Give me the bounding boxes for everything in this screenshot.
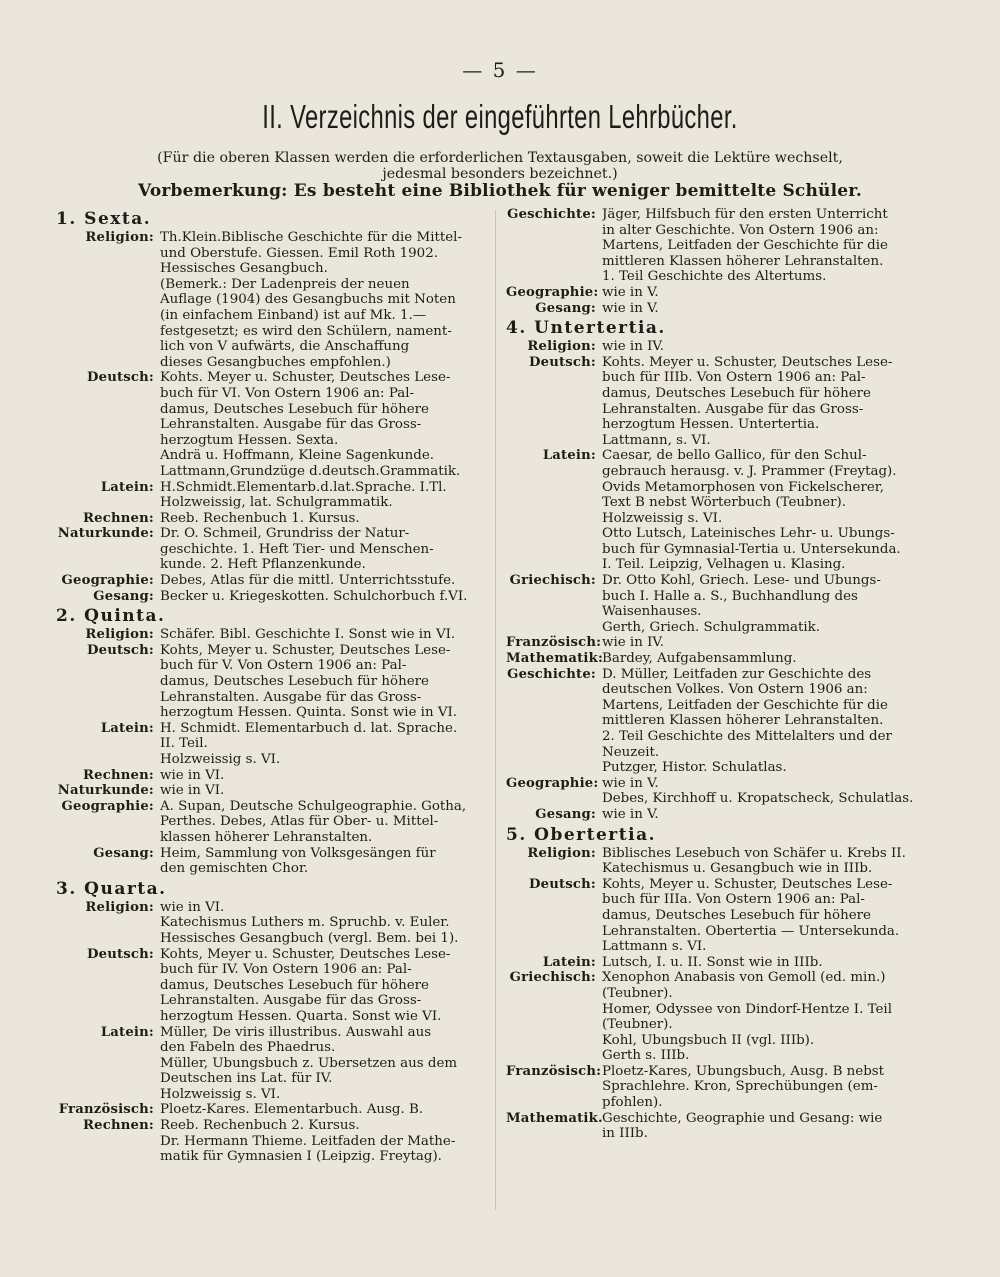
- subject-label: Latein:: [542, 448, 596, 464]
- book-line: klassen höherer Lehranstalten.: [160, 829, 373, 845]
- book-list: [602, 573, 926, 635]
- subject-entry: [506, 301, 926, 317]
- subject-label: Rechnen:: [82, 1118, 154, 1134]
- subject-label: Griechisch:: [509, 970, 596, 986]
- subject-entry: [506, 651, 926, 667]
- book-line: Lehranstalten. Ausgabe für das Gross-: [160, 417, 422, 433]
- book-line: Lutsch, I. u. II. Sonst wie in IIIb.: [602, 954, 823, 970]
- subject-label: Deutsch:: [528, 876, 596, 892]
- subject-label: Französisch:: [506, 1063, 602, 1079]
- subject-entry: [56, 511, 486, 527]
- book-line: Andrä u. Hoffmann, Kleine Sagenkunde.: [160, 448, 435, 464]
- book-line: Waisenhauses.: [602, 604, 702, 620]
- book-line: und Oberstufe. Giessen. Emil Roth 1902.: [160, 245, 438, 261]
- book-line: buch für Gymnasial-Tertia u. Untersekunda.: [602, 541, 901, 557]
- book-line: H. Schmidt. Elementarbuch d. lat. Sprache.: [160, 720, 458, 736]
- book-line: Katechismus u. Gesangbuch wie in IIIb.: [602, 861, 873, 877]
- book-list: [160, 947, 486, 1025]
- book-line: wie in IV.: [602, 635, 664, 651]
- book-line: wie in VI.: [160, 783, 225, 799]
- book-line: buch für V. Von Ostern 1906 an: Pal-: [160, 658, 407, 674]
- subject-entry: [506, 846, 926, 877]
- subject-label: Religion:: [527, 339, 596, 355]
- book-line: Reeb. Rechenbuch 2. Kursus.: [160, 1118, 360, 1134]
- subject-label: Französisch:: [58, 1102, 154, 1118]
- book-line: wie in V.: [602, 806, 659, 822]
- book-line: Sprachlehre. Kron, Sprechübungen (em-: [602, 1079, 878, 1095]
- book-line: in alter Geschichte. Von Ostern 1906 an:: [602, 222, 879, 238]
- subject-entry: [56, 230, 486, 370]
- subject-entry: [56, 526, 486, 573]
- book-line: Lattmann, s. VI.: [602, 432, 711, 448]
- book-line: kunde. 2. Heft Pflanzenkunde.: [160, 557, 366, 573]
- book-line: Text B nebst Wörterbuch (Teubner).: [602, 495, 846, 511]
- title-note: [140, 150, 860, 182]
- book-line: Katechismus Luthers m. Spruchb. v. Euler.: [160, 915, 450, 931]
- book-line: Th.Klein.Biblische Geschichte für die Mittel-: [160, 230, 462, 245]
- book-line: Lehranstalten. Ausgabe für das Gross-: [160, 689, 422, 705]
- subject-entry: [56, 1025, 486, 1103]
- book-list: [160, 1118, 486, 1165]
- subject-label: Religion:: [527, 845, 596, 861]
- subject-entry: [506, 355, 926, 449]
- book-line: buch für IIIa. Von Ostern 1906 an: Pal-: [602, 892, 865, 908]
- subject-entry: [506, 776, 926, 807]
- book-line: herzogtum Hessen. Untertertia.: [602, 417, 820, 433]
- right-column: [506, 207, 926, 1142]
- book-list: [602, 301, 926, 317]
- subject-label: Latein:: [100, 1024, 154, 1040]
- subject-entry: [506, 635, 926, 651]
- book-line: mittleren Klassen höherer Lehranstalten.: [602, 253, 884, 269]
- subject-label: Geschichte:: [507, 666, 596, 682]
- subject-label: Latein:: [100, 720, 154, 736]
- class-heading: 4. Untertertia.: [506, 318, 666, 339]
- subject-label: Gesang:: [93, 588, 154, 604]
- book-line: Deutschen ins Lat. für IV.: [160, 1071, 333, 1087]
- book-list: [602, 955, 926, 971]
- subject-entry: [56, 627, 486, 643]
- subject-entry: [56, 900, 486, 947]
- subject-label: Gesang:: [535, 806, 596, 822]
- class-heading: 3. Quarta.: [56, 878, 167, 899]
- book-line: buch I. Halle a. S., Buchhandlung des: [602, 588, 858, 604]
- book-line: I. Teil. Leipzig, Velhagen u. Klasing.: [602, 557, 846, 573]
- book-line: in IIIb.: [602, 1126, 648, 1142]
- book-line: geschichte. 1. Heft Tier- und Menschen-: [160, 541, 434, 557]
- book-list: [602, 339, 926, 355]
- page-number: — 5 —: [462, 58, 538, 82]
- subject-label: Latein:: [542, 954, 596, 970]
- book-line: damus, Deutsches Lesebuch für höhere: [160, 401, 429, 417]
- book-line: Lehranstalten. Ausgabe für das Gross-: [160, 993, 422, 1009]
- book-line: Jäger, Hilfsbuch für den ersten Unterricht: [602, 207, 888, 222]
- book-list: [160, 1102, 486, 1118]
- book-line: mittleren Klassen höherer Lehranstalten.: [602, 713, 884, 729]
- book-list: [160, 589, 486, 605]
- subject-label: Geographie:: [61, 573, 154, 589]
- book-line: Dr. Otto Kohl, Griech. Lese- und Übungs-: [602, 573, 881, 589]
- book-line: Müller, Übungsbuch z. Übersetzen aus dem: [160, 1055, 458, 1071]
- book-line: den Fabeln des Phaedrus.: [160, 1040, 336, 1056]
- book-list: [602, 877, 926, 955]
- book-list: [160, 900, 486, 947]
- book-line: pfohlen).: [602, 1095, 663, 1111]
- subject-entry: [56, 573, 486, 589]
- book-line: Hessisches Gesangbuch (vergl. Bem. bei 1).: [160, 930, 459, 946]
- subject-label: Geographie:: [506, 284, 599, 300]
- subject-label: Geographie:: [506, 775, 599, 791]
- book-line: Schäfer. Bibl. Geschichte I. Sonst wie in VI.: [160, 627, 456, 643]
- book-line: Holzweissig s. VI.: [602, 510, 723, 526]
- book-line: Putzger, Histor. Schulatlas.: [602, 760, 787, 776]
- book-line: Kohts, Meyer u. Schuster, Deutsches Lese-: [160, 642, 451, 658]
- book-line: A. Supan, Deutsche Schulgeographie. Gotha,: [160, 798, 467, 814]
- subject-entry: [506, 807, 926, 823]
- book-list: [160, 1025, 486, 1103]
- subject-entry: [56, 799, 486, 846]
- book-line: D. Müller, Leitfaden zur Geschichte des: [602, 666, 872, 682]
- subject-label: Deutsch:: [86, 642, 154, 658]
- book-list: [602, 651, 926, 667]
- book-list: [602, 448, 926, 573]
- book-list: [160, 370, 486, 479]
- book-list: [160, 799, 486, 846]
- book-line: Debes, Atlas für die mittl. Unterrichtsstufe.: [160, 573, 456, 589]
- book-line: Dr. Hermann Thieme. Leitfaden der Mathe-: [160, 1133, 456, 1149]
- book-line: Gerth, Griech. Schulgrammatik.: [602, 619, 821, 635]
- book-line: Biblisches Lesebuch von Schäfer u. Krebs II.: [602, 845, 906, 861]
- book-list: [160, 846, 486, 877]
- subject-entry: [506, 877, 926, 955]
- book-line: gebrauch herausg. v. J. Prammer (Freytag).: [602, 463, 897, 479]
- book-line: Caesar, de bello Gallico, für den Schul-: [602, 448, 867, 464]
- book-line: Gerth s. IIIb.: [602, 1048, 690, 1064]
- subject-entry: [56, 480, 486, 511]
- book-line: (in einfachem Einband) ist auf Mk. 1.—: [160, 307, 427, 323]
- book-line: 2. Teil Geschichte des Mittelalters und der: [602, 729, 892, 744]
- subject-entry: [56, 947, 486, 1025]
- book-line: Debes, Kirchhoff u. Kropatscheck, Schulatlas.: [602, 791, 914, 807]
- subject-entry: [56, 589, 486, 605]
- subject-entry: [56, 783, 486, 799]
- book-line: Holzweissig, lat. Schulgrammatik.: [160, 495, 393, 511]
- book-line: Holzweissig s. VI.: [160, 1086, 281, 1102]
- book-line: (Teubner).: [602, 1017, 673, 1033]
- left-column: [56, 207, 486, 1165]
- book-list: [160, 783, 486, 799]
- class-heading: 1. Sexta.: [56, 209, 152, 229]
- book-line: Holzweissig s. VI.: [160, 752, 281, 767]
- subject-entry: [506, 207, 926, 285]
- subject-label: Geographie:: [61, 798, 154, 814]
- book-list: [602, 807, 926, 823]
- book-list: [602, 776, 926, 807]
- book-line: den gemischten Chor.: [160, 861, 309, 877]
- subject-entry: [56, 1118, 486, 1165]
- subject-entry: [506, 285, 926, 301]
- subject-label: Mathematik.: [506, 1110, 603, 1126]
- book-line: Kohts. Meyer u. Schuster, Deutsches Lese-: [602, 354, 893, 370]
- subject-entry: [506, 955, 926, 971]
- subject-label: Rechnen:: [82, 767, 154, 783]
- title-note-line: jedesmal besonders bezeichnet.): [382, 166, 618, 182]
- subject-label: Griechisch:: [509, 573, 596, 589]
- book-line: festgesetzt; es wird den Schülern, nament-: [160, 323, 452, 339]
- book-list: [602, 970, 926, 1064]
- book-line: dieses Gesangbuches empfohlen.): [160, 354, 391, 370]
- book-list: [602, 1064, 926, 1111]
- book-list: [160, 721, 486, 768]
- book-list: [160, 573, 486, 589]
- book-line: Neuzeit.: [602, 744, 660, 760]
- preliminary-remark: Vorbemerkung: Es besteht eine Bibliothek für weniger bemittelte Schüler.: [138, 181, 862, 201]
- subject-label: Religion:: [85, 230, 154, 245]
- book-line: herzogtum Hessen. Quinta. Sonst wie in VI.: [160, 705, 458, 721]
- book-list: [160, 511, 486, 527]
- book-line: deutschen Volkes. Von Ostern 1906 an:: [602, 682, 868, 698]
- book-list: [602, 285, 926, 301]
- book-list: [602, 846, 926, 877]
- book-line: wie in VI.: [160, 767, 225, 783]
- book-line: Homer, Odyssee von Dindorf-Hentze I. Teil: [602, 1001, 892, 1017]
- subject-entry: [506, 339, 926, 355]
- subject-entry: [56, 721, 486, 768]
- subject-entry: [506, 448, 926, 573]
- book-line: Reeb. Rechenbuch 1. Kursus.: [160, 510, 360, 526]
- book-line: Müller, De viris illustribus. Auswahl aus: [160, 1024, 432, 1040]
- book-line: wie in V.: [602, 775, 659, 791]
- book-line: wie in V.: [602, 300, 659, 316]
- book-list: [160, 526, 486, 573]
- book-line: Lattmann s. VI.: [602, 939, 707, 955]
- book-line: Hessisches Gesangbuch.: [160, 261, 328, 277]
- subject-label: Religion:: [85, 899, 154, 915]
- book-list: [160, 768, 486, 784]
- book-list: [602, 1111, 926, 1142]
- book-line: Kohts, Meyer u. Schuster, Deutsches Lese-: [602, 876, 893, 892]
- book-line: damus, Deutsches Lesebuch für höhere: [160, 674, 429, 690]
- book-line: matik für Gymnasien I (Leipzig. Freytag).: [160, 1149, 442, 1165]
- book-line: Kohts, Meyer u. Schuster, Deutsches Lese-: [160, 946, 451, 962]
- book-line: 1. Teil Geschichte des Altertums.: [602, 269, 827, 285]
- subject-entry: [56, 643, 486, 721]
- subject-entry: [56, 1102, 486, 1118]
- class-heading: 5. Obertertia.: [506, 824, 657, 845]
- book-line: Bardey, Aufgabensammlung.: [602, 651, 797, 667]
- book-line: buch für IV. Von Ostern 1906 an: Pal-: [160, 962, 412, 978]
- book-line: wie in V.: [602, 284, 659, 300]
- class-heading: 2. Quinta.: [56, 606, 166, 627]
- subject-entry: [506, 1111, 926, 1142]
- subject-label: Deutsch:: [528, 354, 596, 370]
- book-line: Ovids Metamorphosen von Fickelscherer,: [602, 479, 884, 495]
- book-line: Martens, Leitfaden der Geschichte für die: [602, 697, 888, 713]
- subject-entry: [56, 370, 486, 479]
- book-line: damus, Deutsches Lesebuch für höhere: [602, 385, 871, 401]
- subject-entry: [56, 768, 486, 784]
- book-list: [602, 355, 926, 449]
- book-line: II. Teil.: [160, 736, 208, 752]
- book-list: [602, 635, 926, 651]
- subject-entry: [506, 1064, 926, 1111]
- book-line: wie in VI.: [160, 899, 225, 915]
- book-line: buch für IIIb. Von Ostern 1906 an: Pal-: [602, 370, 866, 386]
- book-line: damus, Deutsches Lesebuch für höhere: [160, 977, 429, 993]
- book-line: buch für VI. Von Ostern 1906 an: Pal-: [160, 385, 415, 401]
- subject-label: Mathematik:: [506, 651, 604, 667]
- book-list: [160, 230, 486, 370]
- subject-label: Gesang:: [535, 300, 596, 316]
- book-line: Dr. O. Schmeil, Grundriss der Natur-: [160, 526, 410, 542]
- subject-label: Naturkunde:: [57, 783, 154, 799]
- subject-label: Französisch:: [506, 635, 602, 651]
- book-line: Becker u. Kriegeskotten. Schulchorbuch f.VI.: [160, 588, 468, 604]
- subject-label: Religion:: [85, 627, 154, 643]
- subject-label: Deutsch:: [86, 370, 154, 386]
- book-line: herzogtum Hessen. Quarta. Sonst wie VI.: [160, 1008, 442, 1024]
- subject-label: Geschichte:: [507, 207, 596, 222]
- book-line: damus, Deutsches Lesebuch für höhere: [602, 907, 871, 923]
- book-line: (Bemerk.: Der Ladenpreis der neuen: [160, 276, 410, 292]
- title-note-line: (Für die oberen Klassen werden die erforderlichen Textausgaben, soweit die Lektüre wechselt,: [157, 150, 843, 166]
- book-line: Lehranstalten. Obertertia — Untersekunda.: [602, 923, 900, 939]
- book-list: [160, 643, 486, 721]
- subject-label: Gesang:: [93, 845, 154, 861]
- subject-label: Naturkunde:: [57, 526, 154, 542]
- column-divider: [495, 210, 496, 1210]
- book-line: Lehranstalten. Ausgabe für das Gross-: [602, 401, 864, 417]
- book-line: Perthes. Debes, Atlas für Ober- u. Mittel-: [160, 814, 439, 830]
- book-line: Ploetz-Kares, Übungsbuch, Ausg. B nebst: [602, 1063, 885, 1079]
- subject-entry: [506, 970, 926, 1064]
- book-list: [602, 207, 926, 285]
- book-list: [160, 480, 486, 511]
- book-line: Martens, Leitfaden der Geschichte für die: [602, 238, 888, 254]
- subject-entry: [56, 846, 486, 877]
- book-line: wie in IV.: [602, 339, 664, 355]
- book-line: herzogtum Hessen. Sexta.: [160, 432, 339, 448]
- book-line: Lattmann,Grundzüge d.deutsch.Grammatik.: [160, 463, 461, 479]
- subject-label: Latein:: [100, 479, 154, 495]
- book-line: Otto Lutsch, Lateinisches Lehr- u. Übungs-: [602, 526, 895, 542]
- book-line: Kohts. Meyer u. Schuster, Deutsches Lese-: [160, 370, 451, 386]
- book-line: (Teubner).: [602, 985, 673, 1001]
- subject-label: Deutsch:: [86, 946, 154, 962]
- book-line: H.Schmidt.Elementarb.d.lat.Sprache. I.Tl.: [160, 479, 447, 495]
- book-line: Auflage (1904) des Gesangbuchs mit Noten: [160, 292, 456, 308]
- book-line: Geschichte, Geographie und Gesang: wie: [602, 1110, 883, 1126]
- subject-label: Rechnen:: [82, 510, 154, 526]
- book-line: Heim, Sammlung von Volksgesängen für: [160, 845, 436, 861]
- subject-entry: [506, 667, 926, 776]
- book-line: Ploetz-Kares. Elementarbuch. Ausg. B.: [160, 1102, 424, 1118]
- book-line: Xenophon Anabasis von Gemoll (ed. min.): [602, 970, 886, 986]
- page-title: II. Verzeichnis der eingeführten Lehrbücher.: [262, 98, 738, 135]
- subject-entry: [506, 573, 926, 635]
- book-list: [602, 667, 926, 776]
- book-line: Kohl, Übungsbuch II (vgl. IIIb).: [602, 1032, 815, 1048]
- book-list: [160, 627, 486, 643]
- book-line: lich von V aufwärts, die Anschaffung: [160, 339, 410, 355]
